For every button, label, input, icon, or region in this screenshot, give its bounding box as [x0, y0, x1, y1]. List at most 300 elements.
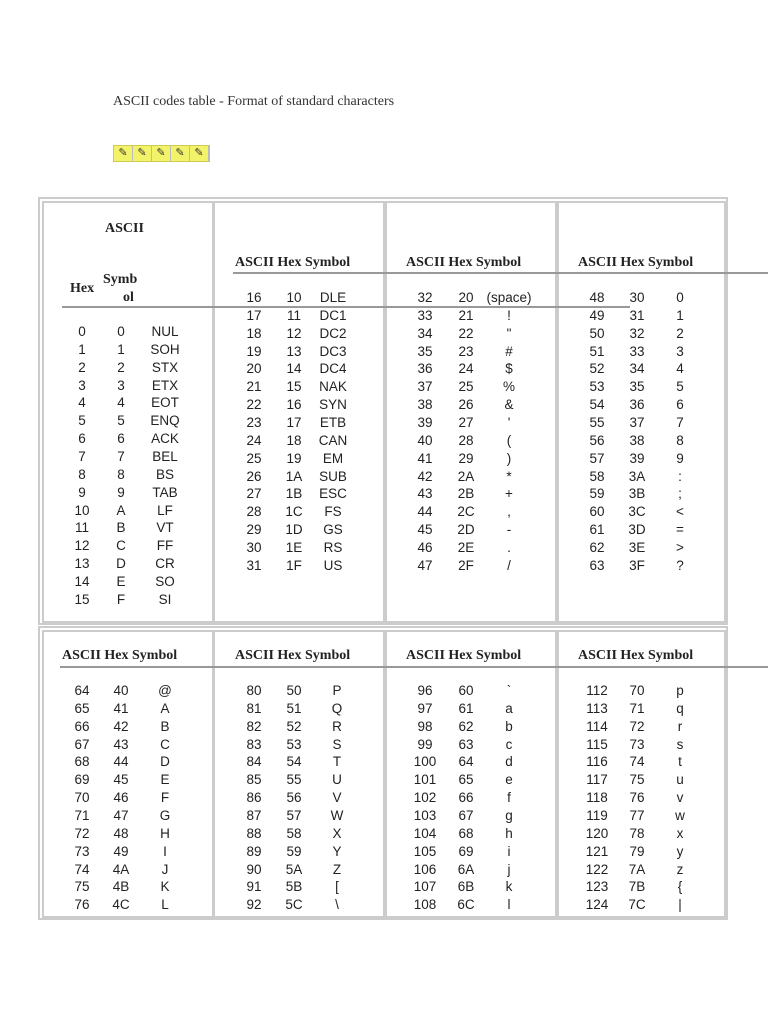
symbol: CAN	[318, 432, 348, 448]
symbol: s	[676, 736, 684, 752]
pencil-icon[interactable]: ✎	[171, 146, 190, 161]
symbol: =	[676, 522, 684, 538]
hex-code: 47	[113, 807, 129, 823]
hex-code: 4C	[112, 897, 130, 913]
hex-code: 77	[629, 807, 645, 823]
hex-code: 4A	[112, 861, 130, 877]
ascii-code: 29	[246, 522, 262, 538]
symbol: G	[159, 807, 171, 823]
symbol: STX	[151, 359, 179, 375]
hex-code: 2A	[457, 468, 475, 484]
hex-code: 33	[629, 343, 645, 359]
header-underline	[60, 666, 768, 668]
hex-code: 57	[286, 807, 302, 823]
symbol: E	[160, 772, 170, 788]
symbol: R	[332, 718, 342, 734]
hex-code: 71	[629, 700, 645, 716]
hex-code: 14	[286, 361, 302, 377]
ascii-code: 41	[417, 450, 433, 466]
hex-code: 37	[629, 414, 645, 430]
symbol: \	[335, 897, 339, 913]
symbol: DC2	[319, 325, 347, 341]
hex-code: 76	[629, 790, 645, 806]
ascii-code: 91	[246, 879, 262, 895]
ascii-code: 99	[417, 736, 433, 752]
symbol: u	[676, 772, 684, 788]
hex-code: 19	[286, 450, 302, 466]
symbol: x	[676, 825, 684, 841]
ascii-code: 97	[417, 700, 433, 716]
ascii-code: 71	[74, 807, 90, 823]
pencil-icon[interactable]: ✎	[152, 146, 171, 161]
hex-code: A	[116, 502, 126, 518]
hex-code: 1C	[285, 504, 303, 520]
ascii-code: 26	[246, 468, 262, 484]
symbol: b	[505, 718, 513, 734]
ascii-code: 75	[74, 879, 90, 895]
symbol: |	[678, 897, 682, 913]
ascii-code: 115	[586, 736, 608, 752]
symbol: d	[505, 754, 513, 770]
symbol: SUB	[319, 468, 347, 484]
symbol: 9	[676, 450, 684, 466]
ascii-code: 20	[246, 361, 262, 377]
ascii-code: 8	[78, 466, 86, 482]
symbol: 4	[676, 361, 684, 377]
ascii-code: 58	[589, 468, 605, 484]
symbol: >	[676, 539, 684, 555]
symbol: K	[160, 879, 170, 895]
hex-code: 13	[286, 343, 302, 359]
ascii-code: 43	[417, 486, 433, 502]
symbol: EM	[322, 450, 344, 466]
ascii-code: 7	[78, 448, 86, 464]
symbol: I	[163, 843, 167, 859]
symbol: US	[323, 557, 343, 573]
column-header-ascii-hex-symbol: ASCII Hex Symbol	[578, 648, 694, 663]
ascii-code: 122	[585, 861, 609, 877]
hex-code: 15	[286, 379, 302, 395]
ascii-code: 30	[246, 539, 262, 555]
hex-code: 75	[629, 772, 645, 788]
hex-code: 1F	[286, 557, 302, 573]
column-header-symbol-1: Symb	[103, 272, 138, 287]
page-title: ASCII codes table - Format of standard characters	[113, 94, 395, 109]
ascii-code: 63	[589, 557, 605, 573]
ascii-code: 61	[589, 522, 605, 538]
hex-code: 35	[629, 379, 645, 395]
ascii-code: 121	[585, 843, 609, 859]
symbol: P	[332, 683, 342, 698]
symbol: SI	[158, 591, 172, 607]
hex-code: 3D	[628, 522, 646, 538]
ascii-code: 69	[74, 772, 90, 788]
hex-code: 22	[458, 325, 474, 341]
hex-code: 61	[458, 700, 474, 716]
ascii-code: 52	[589, 361, 605, 377]
hex-code: 5B	[285, 879, 303, 895]
ascii-code: 0	[78, 324, 86, 339]
column-header-hex: Hex	[70, 281, 95, 296]
symbol: ,	[507, 504, 511, 520]
symbol: `	[506, 683, 512, 698]
symbol: L	[161, 897, 169, 913]
ascii-code: 48	[589, 290, 605, 305]
ascii-code: 21	[246, 379, 262, 395]
hex-code: 3B	[628, 486, 646, 502]
ascii-code: 116	[586, 754, 608, 770]
ascii-code: 60	[589, 504, 605, 520]
hex-code: 0	[117, 324, 125, 339]
ascii-code: 6	[78, 431, 86, 447]
ascii-code: 49	[589, 307, 605, 323]
ascii-code: 23	[246, 414, 262, 430]
hex-code: 26	[458, 397, 474, 413]
hex-code: 6A	[457, 861, 475, 877]
ascii-code: 19	[246, 343, 262, 359]
hex-code: 28	[458, 432, 474, 448]
symbol: w	[675, 807, 685, 823]
symbol: p	[676, 683, 684, 698]
symbol: DC4	[319, 361, 347, 377]
hex-code: 3E	[628, 539, 646, 555]
ascii-code: 112	[586, 683, 608, 698]
ascii-code: 114	[586, 718, 608, 734]
symbol: {	[677, 879, 683, 895]
symbol: :	[678, 468, 682, 484]
ascii-code: 87	[246, 807, 262, 823]
symbol: 5	[676, 379, 684, 395]
hex-code: 12	[286, 325, 302, 341]
hex-code: 40	[113, 683, 129, 698]
hex-code: 27	[458, 414, 474, 430]
ascii-code: 104	[413, 825, 437, 841]
hex-code: 2B	[457, 486, 475, 502]
hex-code: E	[116, 573, 126, 589]
symbol: 7	[676, 414, 684, 430]
symbol: D	[160, 754, 170, 770]
ascii-code: 124	[585, 897, 609, 913]
hex-code: 73	[629, 736, 645, 752]
pencil-icon[interactable]: ✎	[114, 146, 133, 161]
ascii-code: 98	[417, 718, 433, 734]
hex-code: 56	[286, 790, 302, 806]
symbol: '	[507, 414, 511, 430]
ascii-code: 67	[74, 736, 90, 752]
symbol: W	[330, 807, 344, 823]
symbol: (space)	[486, 290, 532, 305]
symbol: TAB	[152, 484, 178, 500]
hex-code: 63	[458, 736, 474, 752]
hex-code: 8	[117, 466, 125, 482]
ascii-code: 107	[413, 879, 437, 895]
hex-code: 36	[629, 397, 645, 413]
column-header-ascii: ASCII	[105, 221, 144, 236]
symbol: BEL	[152, 448, 178, 464]
ascii-code: 3	[78, 377, 86, 393]
ascii-code: 1	[78, 341, 86, 357]
symbol: t	[678, 754, 682, 770]
hex-code: 2	[117, 359, 125, 375]
column-header-ascii-hex-symbol: ASCII Hex Symbol	[235, 255, 351, 270]
hex-code: 53	[286, 736, 302, 752]
ascii-code: 4	[78, 395, 86, 411]
column-header-symbol-2: ol	[123, 290, 134, 305]
symbol: SOH	[150, 341, 180, 357]
symbol: <	[676, 504, 684, 520]
ascii-code: 14	[74, 573, 90, 589]
ascii-code: 100	[413, 754, 437, 770]
ascii-code: 16	[246, 290, 262, 305]
hex-code: 60	[458, 683, 474, 698]
hex-code: 34	[629, 361, 645, 377]
ascii-code: 37	[417, 379, 433, 395]
hex-code: 44	[113, 754, 129, 770]
symbol: SO	[155, 573, 175, 589]
hex-code: 50	[286, 683, 302, 698]
symbol: !	[507, 307, 511, 323]
ascii-code: 72	[74, 825, 90, 841]
column-header-ascii-hex-symbol: ASCII Hex Symbol	[578, 255, 694, 270]
symbol: ESC	[319, 486, 347, 502]
hex-code: 68	[458, 825, 474, 841]
ascii-code: 59	[589, 486, 605, 502]
hex-code: 45	[113, 772, 129, 788]
symbol: /	[507, 557, 511, 573]
symbol: &	[504, 397, 514, 413]
symbol: X	[332, 825, 342, 841]
symbol: %	[502, 379, 515, 395]
ascii-code: 22	[246, 397, 262, 413]
hex-code: 78	[629, 825, 645, 841]
hex-code: F	[116, 591, 126, 607]
ascii-code: 45	[417, 522, 433, 538]
symbol: NUL	[151, 324, 179, 339]
ascii-code: 24	[246, 432, 262, 448]
header-underline	[233, 272, 768, 274]
hex-code: 59	[286, 843, 302, 859]
ascii-code: 35	[417, 343, 433, 359]
hex-code: 11	[286, 307, 301, 323]
symbol: a	[505, 700, 513, 716]
hex-code: 32	[629, 325, 645, 341]
hex-code: 6C	[457, 897, 475, 913]
hex-code: 4	[117, 395, 125, 411]
symbol: f	[507, 790, 511, 806]
ascii-code: 120	[585, 825, 609, 841]
ascii-code: 81	[246, 700, 262, 716]
ascii-code: 96	[417, 683, 433, 698]
symbol: RS	[323, 539, 343, 555]
hex-code: 67	[458, 807, 474, 823]
symbol: GS	[323, 522, 343, 538]
column-header-ascii-hex-symbol: ASCII Hex Symbol	[62, 648, 178, 663]
symbol: k	[505, 879, 513, 895]
hex-code: B	[116, 520, 126, 536]
hex-code: D	[116, 556, 126, 572]
symbol: z	[676, 861, 684, 877]
hex-code: 5C	[285, 897, 303, 913]
ascii-code: 40	[417, 432, 433, 448]
hex-code: 65	[458, 772, 474, 788]
ascii-code: 68	[74, 754, 90, 770]
hex-code: 2C	[457, 504, 475, 520]
ascii-code: 25	[246, 450, 262, 466]
column-header-ascii-hex-symbol: ASCII Hex Symbol	[406, 648, 522, 663]
symbol: ACK	[151, 431, 179, 447]
symbol: VT	[156, 520, 174, 536]
symbol: T	[332, 754, 342, 770]
hex-code: 49	[113, 843, 129, 859]
ascii-code: 83	[246, 736, 262, 752]
hex-code: 79	[629, 843, 645, 859]
symbol: $	[505, 361, 513, 377]
ascii-code: 32	[417, 290, 433, 305]
icon-strip	[113, 145, 210, 162]
symbol: NAK	[319, 379, 347, 395]
symbol: V	[332, 790, 342, 806]
pencil-icon[interactable]: ✎	[133, 146, 152, 161]
hex-code: 7A	[628, 861, 646, 877]
symbol: 6	[676, 397, 684, 413]
symbol: *	[506, 468, 512, 484]
hex-code: 17	[286, 414, 302, 430]
symbol: DC1	[319, 307, 347, 323]
hex-code: 1E	[285, 539, 303, 555]
ascii-code: 13	[74, 556, 90, 572]
hex-code: 55	[286, 772, 302, 788]
symbol: FS	[324, 504, 342, 520]
hex-code: 43	[113, 736, 129, 752]
hex-code: 3C	[628, 504, 646, 520]
ascii-code: 55	[589, 414, 605, 430]
symbol: H	[160, 825, 170, 841]
ascii-code: 18	[246, 325, 262, 341]
ascii-code: 66	[74, 718, 90, 734]
symbol: y	[676, 843, 684, 859]
hex-code: 39	[629, 450, 645, 466]
symbol: i	[507, 843, 511, 859]
ascii-code: 33	[417, 307, 433, 323]
symbol: F	[160, 790, 170, 806]
ascii-code: 117	[586, 772, 608, 788]
symbol: e	[505, 772, 513, 788]
hex-code: 58	[286, 825, 302, 841]
symbol: U	[332, 772, 342, 788]
ascii-code: 118	[586, 790, 608, 806]
symbol: v	[676, 790, 684, 806]
symbol: j	[507, 861, 511, 877]
symbol: (	[506, 432, 512, 448]
hex-code: 72	[629, 718, 645, 734]
ascii-code: 65	[74, 700, 90, 716]
hex-code: 74	[629, 754, 645, 770]
symbol: 8	[676, 432, 684, 448]
hex-code: 7B	[628, 879, 646, 895]
ascii-code: 62	[589, 539, 605, 555]
symbol: EOT	[151, 395, 179, 411]
symbol: ?	[676, 557, 684, 573]
symbol: 2	[676, 325, 684, 341]
symbol: ;	[678, 486, 682, 502]
symbol: #	[505, 343, 513, 359]
symbol: BS	[155, 466, 174, 482]
ascii-code: 74	[74, 861, 90, 877]
ascii-code: 88	[246, 825, 262, 841]
ascii-code: 50	[589, 325, 605, 341]
hex-code: 69	[458, 843, 474, 859]
ascii-code: 42	[417, 468, 433, 484]
ascii-code: 36	[417, 361, 433, 377]
ascii-code: 73	[74, 843, 90, 859]
hex-code: 2D	[457, 522, 475, 538]
symbol: S	[332, 736, 342, 752]
hex-code: 20	[458, 290, 474, 305]
ascii-code: 28	[246, 504, 262, 520]
symbol: )	[506, 450, 512, 466]
hex-code: 62	[458, 718, 474, 734]
hex-code: 21	[458, 307, 474, 323]
hex-code: 1B	[285, 486, 303, 502]
hex-code: 25	[458, 379, 474, 395]
ascii-code: 108	[413, 897, 437, 913]
symbol: q	[676, 700, 684, 716]
symbol: r	[677, 718, 683, 734]
symbol: J	[161, 861, 169, 877]
hex-code: 23	[458, 343, 474, 359]
ascii-code: 57	[589, 450, 605, 466]
pencil-icon[interactable]: ✎	[190, 146, 209, 161]
symbol: 0	[676, 290, 684, 305]
column-header-ascii-hex-symbol: ASCII Hex Symbol	[235, 648, 351, 663]
hex-code: 3	[117, 377, 125, 393]
ascii-code: 53	[589, 379, 605, 395]
ascii-code: 106	[413, 861, 437, 877]
hex-code: 1	[117, 341, 125, 357]
symbol: FF	[156, 538, 174, 554]
symbol: 1	[676, 307, 684, 323]
symbol: ETX	[151, 377, 179, 393]
ascii-code: 80	[246, 683, 262, 698]
hex-code: 4B	[112, 879, 130, 895]
symbol: h	[505, 825, 513, 841]
hex-code: 3F	[629, 557, 645, 573]
ascii-code: 38	[417, 397, 433, 413]
ascii-code: 113	[586, 700, 608, 716]
hex-code: 2E	[457, 539, 475, 555]
ascii-code: 54	[589, 397, 605, 413]
symbol: Q	[331, 700, 343, 716]
hex-code: 7C	[628, 897, 646, 913]
ascii-code: 9	[78, 484, 86, 500]
symbol: Z	[332, 861, 342, 877]
symbol: 3	[676, 343, 684, 359]
symbol: A	[160, 700, 170, 716]
symbol: [	[335, 879, 339, 895]
symbol: l	[507, 897, 511, 913]
ascii-code: 82	[246, 718, 262, 734]
hex-code: 41	[113, 700, 129, 716]
hex-code: 3A	[628, 468, 646, 484]
hex-code: 38	[629, 432, 645, 448]
hex-code: 54	[286, 754, 302, 770]
ascii-code: 12	[74, 538, 90, 554]
hex-code: 52	[286, 718, 302, 734]
symbol: DLE	[319, 290, 347, 305]
ascii-code: 84	[246, 754, 262, 770]
hex-code: 24	[458, 361, 474, 377]
symbol: B	[160, 718, 170, 734]
